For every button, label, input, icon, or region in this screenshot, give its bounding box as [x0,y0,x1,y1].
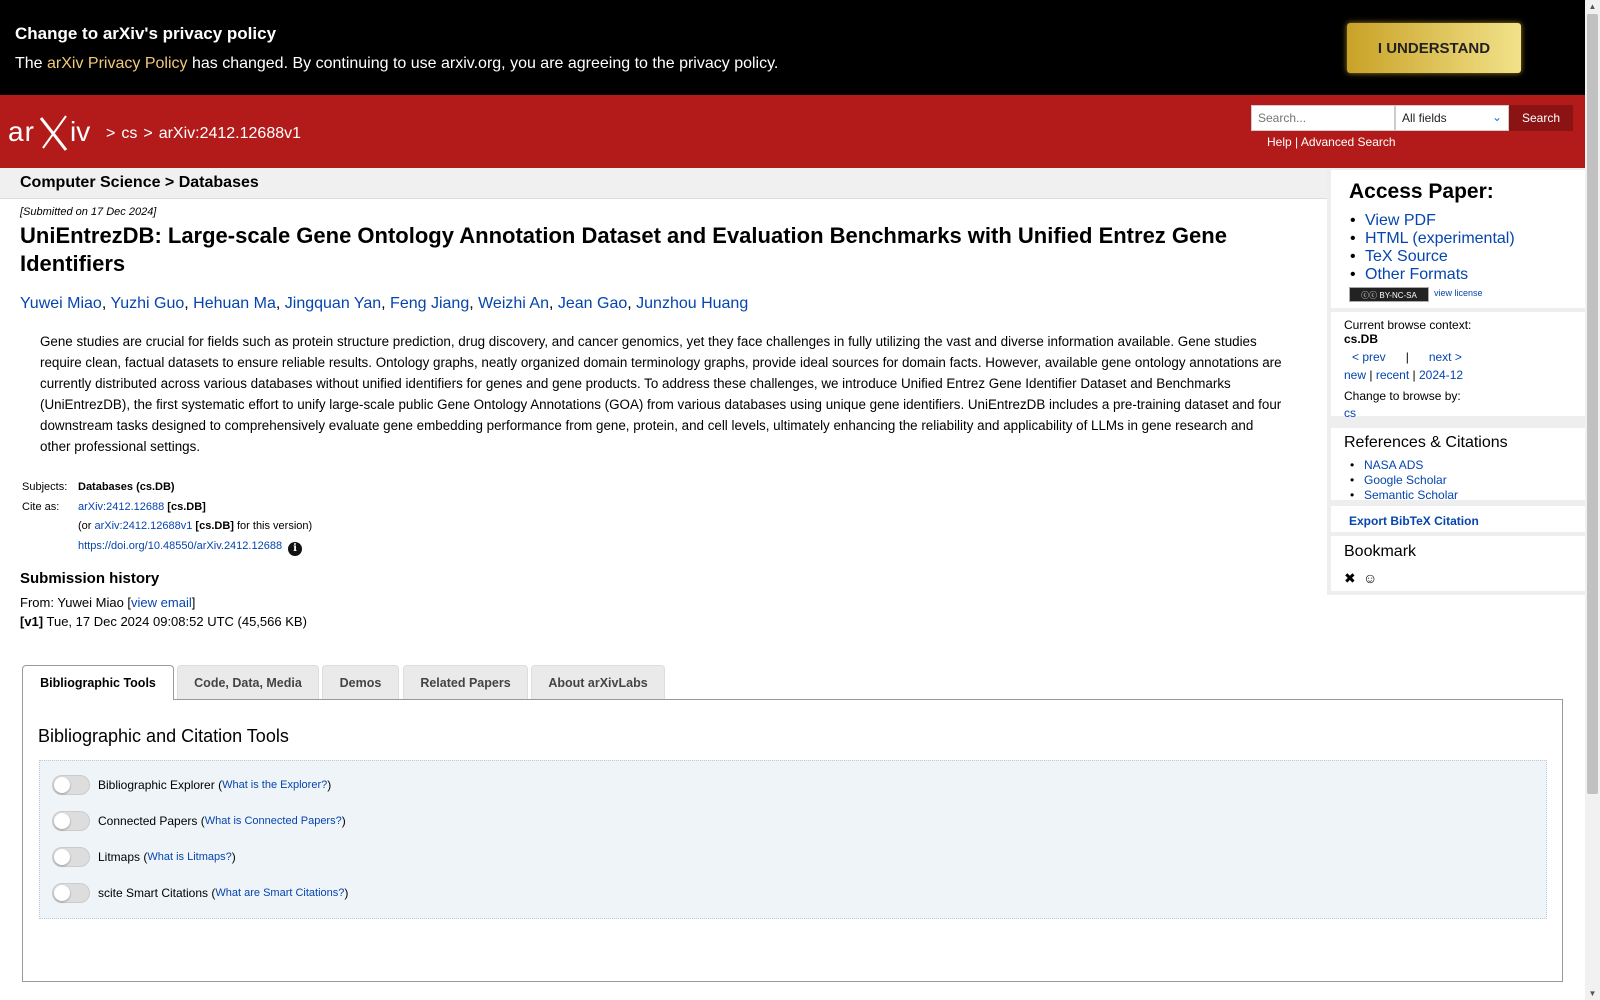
references-links [1364,458,1458,503]
tab-demos[interactable]: Demos [322,665,399,699]
tab-code-data-media[interactable]: Code, Data, Media [177,665,319,699]
tab-related-papers[interactable]: Related Papers [403,665,528,699]
connected-papers-help-link[interactable]: What is Connected Papers? [204,815,342,827]
author-link[interactable]: Feng Jiang [390,295,470,312]
tab-about-arxivlabs[interactable]: About arXivLabs [531,665,665,699]
other-formats-link[interactable]: Other Formats [1365,266,1469,283]
google-scholar-link[interactable]: Google Scholar [1364,473,1447,487]
toggle-label: Litmaps [98,850,141,864]
cite-label: Cite as: [22,500,60,513]
bookmark-title: Bookmark [1344,543,1417,560]
banner-text-end: has changed. By continuing to use arxiv.org, you are agreeing to the privacy policy. [187,55,779,72]
breadcrumb-cs[interactable]: cs [121,125,138,142]
advanced-search-link[interactable]: Advanced Search [1300,135,1396,149]
tab-panel [22,699,1563,982]
access-paper-title: Access Paper: [1349,180,1494,203]
recent-link[interactable]: recent [1375,368,1410,382]
browse-context-box [1331,312,1585,420]
view-email-link[interactable]: view email [131,595,192,610]
banner-text [15,55,778,73]
scroll-thumb[interactable] [1587,14,1598,794]
list-item [1365,266,1515,284]
version-tag: [cs.DB] [195,520,234,532]
svg-text:iv: iv [70,116,91,147]
link-separator: | [1412,368,1416,382]
sidebar [1327,168,1585,595]
cc-license-badge[interactable] [1349,287,1429,302]
author-separator: , [627,295,637,312]
subjects-value: Databases (cs.DB) [78,481,175,493]
cc-icon: ⓒⓒ [1361,291,1380,300]
search-field-select[interactable] [1395,105,1509,131]
subject-heading: Computer Science > Databases [20,174,259,191]
submission-history-title: Submission history [20,570,160,587]
author-list [20,295,748,313]
site-header [0,95,1585,168]
list-item [1365,212,1515,230]
browse-context-label: Current browse context: [1344,318,1472,332]
toggle-row: Bibliographic Explorer ( What is the Explorer? ) [52,774,331,796]
author-separator: , [381,295,391,312]
doi-link[interactable]: https://doi.org/10.48550/arXiv.2412.12688 [78,539,283,552]
nav-separator: | [1405,350,1409,364]
author-separator: , [184,295,194,312]
references-title: References & Citations [1344,434,1508,451]
cite-link[interactable]: arXiv:2412.12688 [78,500,165,513]
browse-context-value: cs.DB [1344,332,1379,346]
doi-value [78,540,302,556]
version-label: [v1] [20,614,44,629]
view-pdf-link[interactable]: View PDF [1365,212,1436,229]
author-link[interactable]: Yuwei Miao [20,295,102,312]
toggle-row: Connected Papers ( What is Connected Papers? ) [52,810,346,832]
change-browse-label: Change to browse by: [1344,389,1461,403]
html-link[interactable]: HTML (experimental) [1365,230,1515,247]
panel-title: Bibliographic and Citation Tools [38,726,289,746]
toggle-label: Connected Papers [98,814,198,828]
semantic-scholar-link[interactable]: Semantic Scholar [1364,488,1459,502]
info-icon[interactable]: i [288,542,302,556]
list-item [1364,458,1458,473]
license-badge-text: BY-NC-SA [1379,291,1417,300]
access-paper-box [1331,170,1585,308]
author-separator: , [101,295,111,312]
banner-text-start: The [15,55,48,72]
search-field-value: All fields [1402,111,1447,125]
litmaps-toggle[interactable] [52,847,90,867]
export-bibtex-link[interactable]: Export BibTeX Citation [1349,514,1479,528]
submitter-line [20,595,195,610]
paper-title: UniEntrezDB: Large-scale Gene Ontology Annotation Dataset and Evaluation Benchmarks with Unified Entrez Gene Identifiers [20,223,1227,276]
toggle-box [39,760,1547,919]
prev-link[interactable]: < prev [1352,350,1386,364]
author-link[interactable]: Yuzhi Guo [110,295,185,312]
author-link[interactable]: Junzhou Huang [636,295,749,312]
submitter-text: From: Yuwei Miao [ [20,595,132,610]
author-separator: , [469,295,479,312]
arxiv-logo[interactable] [8,112,100,152]
svg-text:ar: ar [8,116,35,147]
access-links [1365,212,1515,284]
bibliographic-explorer-toggle[interactable] [52,775,90,795]
prev-next-nav [1352,350,1462,364]
link-separator: | [1295,135,1299,149]
tex-source-link[interactable]: TeX Source [1365,248,1448,265]
breadcrumb-separator: > [143,125,153,142]
cite-tag: [cs.DB] [167,500,206,513]
privacy-banner [0,0,1585,95]
browse-cs-link[interactable]: cs [1344,406,1356,420]
author-link[interactable]: Jean Gao [557,295,628,312]
toggle-row: scite Smart Citations ( What are Smart Citations? ) [52,882,348,904]
abstract: Gene studies are crucial for fields such as protein structure prediction, drug discovery, and cancer genomics, yet they face challenges in fully utilizing the vast and diverse information available. Gene studies require clean, factual datasets to ensure reliable results. Ontology graphs, neatly organized domain terminology graphs, provide ideal sources for domain facts. However, available gene ontology annotations are currently distributed across various databases without unified identifiers for genes and gene products. To address these challenges, we introduce Unified Entrez Gene Identifier Dataset and Benchmarks (UniEntrezDB), the first systematic effort to unify large-scale public Gene Ontology Annotations (GOA) from various databases using unique gene identifiers. UniEntrezDB includes a pre-training dataset and four downstream tasks designed to comprehensively evaluate gene embedding performance from gene, protein, and cell levels, ultimately enhancing the reliability and applicability of LLMs in gene research and other professional settings. [40,334,1282,454]
view-license-link[interactable]: view license [1434,288,1483,298]
litmaps-help-link[interactable]: What is Litmaps? [147,851,232,863]
i-understand-button[interactable]: I UNDERSTAND [1347,23,1521,73]
author-link[interactable]: Hehuan Ma [193,295,276,312]
toggle-label: scite Smart Citations [98,886,209,900]
connected-papers-toggle[interactable] [52,811,90,831]
bookmark-box [1331,536,1585,591]
search-button[interactable]: Search [1509,105,1573,131]
toggle-row: Litmaps ( What is Litmaps? ) [52,846,236,868]
list-item [1365,230,1515,248]
author-link[interactable]: Jingquan Yan [284,295,382,312]
browse-links [1344,368,1463,382]
version-value [78,520,312,532]
version-entry [20,614,307,629]
submitter-suffix: ] [191,595,196,610]
subjects-label: Subjects: [22,481,68,493]
privacy-policy-link[interactable]: arXiv Privacy Policy [47,55,188,72]
references-box [1331,428,1585,500]
list-item [1364,473,1458,488]
link-separator: | [1369,368,1373,382]
search-help-links [1267,135,1396,149]
version-suffix: for this version) [233,520,313,532]
submission-date: [Submitted on 17 Dec 2024] [20,206,157,218]
chevron-down-icon: ⌄ [1491,110,1502,124]
help-link[interactable]: Help [1267,135,1292,149]
scroll-down-arrow-icon[interactable]: ▼ [1588,989,1597,998]
author-separator: , [548,295,558,312]
export-box [1331,506,1585,532]
version-prefix: (or [78,520,95,532]
tab-bibliographic-tools[interactable]: Bibliographic Tools [22,665,174,700]
scrollbar[interactable] [1585,0,1600,1000]
scroll-up-arrow-icon[interactable]: ▲ [1588,2,1597,11]
new-link[interactable]: new [1344,368,1367,382]
nasa-ads-link[interactable]: NASA ADS [1364,458,1424,472]
banner-title: Change to arXiv's privacy policy [15,24,277,43]
subject-bar [0,168,1327,199]
next-link[interactable]: next > [1428,350,1462,364]
month-link[interactable]: 2024-12 [1419,368,1464,382]
toggle-label: Bibliographic Explorer [98,778,215,792]
search-input[interactable] [1251,105,1395,131]
version-details: Tue, 17 Dec 2024 09:08:52 UTC (45,566 KB) [43,614,307,629]
author-separator: , [275,295,285,312]
smart-citations-help-link[interactable]: What are Smart Citations? [215,887,345,899]
list-item [1365,248,1515,266]
explorer-help-link[interactable]: What is the Explorer? [222,779,328,791]
breadcrumb [106,125,307,143]
cite-value [78,501,206,513]
bibsonomy-icon[interactable]: ✖ [1344,570,1356,586]
list-item [1364,488,1458,503]
author-link[interactable]: Weizhi An [478,295,549,312]
breadcrumb-separator: > [106,125,116,142]
breadcrumb-paper-id: arXiv:2412.12688v1 [158,125,302,142]
scite-toggle[interactable] [52,883,90,903]
reddit-icon[interactable]: ☺ [1363,570,1378,586]
version-link[interactable]: arXiv:2412.12688v1 [94,520,193,532]
